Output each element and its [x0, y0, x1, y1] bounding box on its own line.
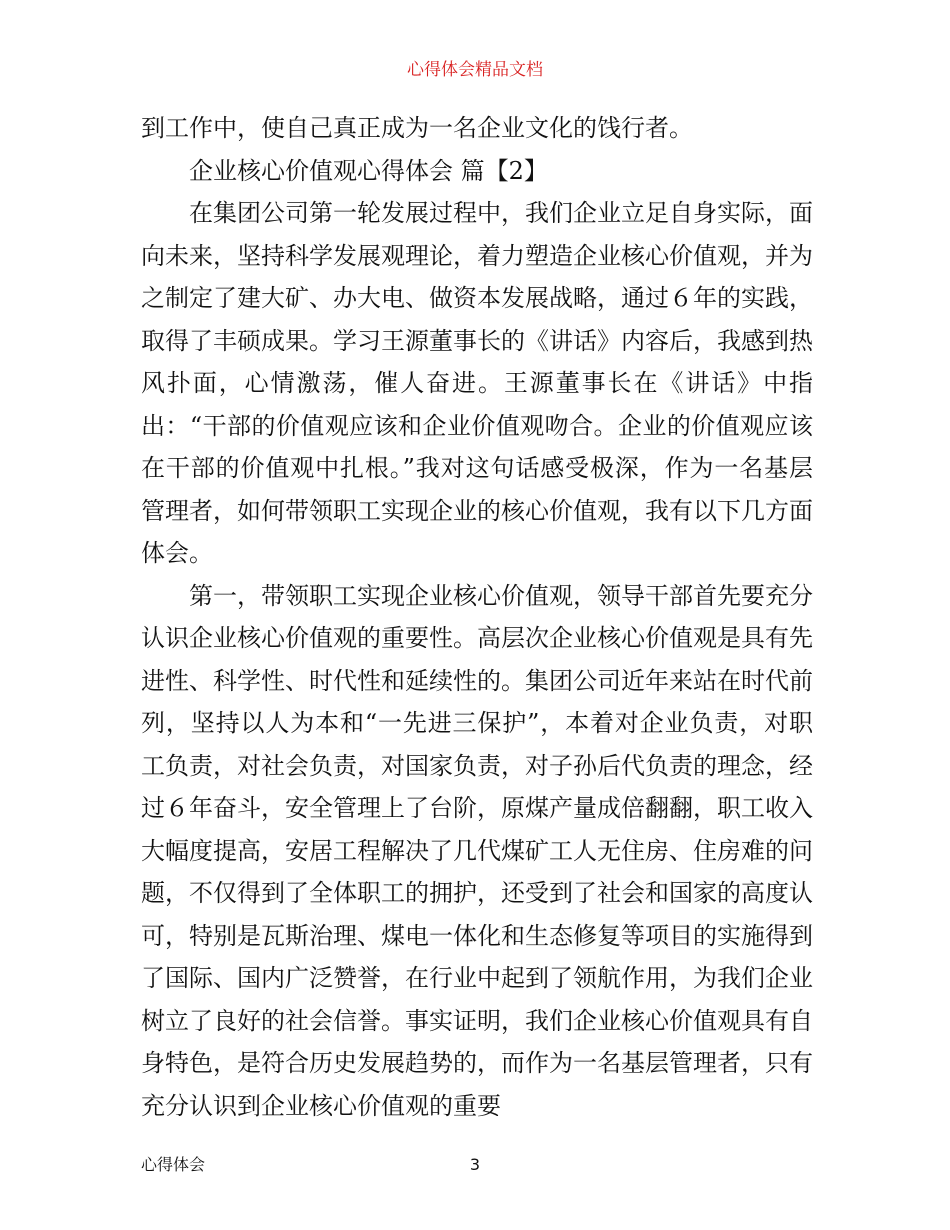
page-number: 3 [469, 1155, 481, 1174]
paragraph-intro: 在集团公司第一轮发展过程中，我们企业立足自身实际，面向未来，坚持科学发展观理论，着力塑造企业核心价值观，并为之制定了建大矿、办大电、做资本发展战略，通过６年的实践，取得了丰硕成果。学习王源董事长的《讲话》内容后，我感到热风扑面，心情激荡，催人奋进。王源董事长在《讲话》中指出：“干部的价值观应该和企业价值观吻合。企业的价值观应该在干部的价值观中扎根。”我对这句话感受极深，作为一名基层管理者，如何带领职工实现企业的核心价值观，我有以下几方面体会。 [141, 199, 813, 567]
footer-label: 心得体会 [141, 1155, 206, 1174]
paragraph-continuation: 到工作中，使自己真正成为一名企业文化的饯行者。 [141, 114, 693, 142]
paragraph-first-point: 第一，带领职工实现企业核心价值观，领导干部首先要充分认识企业核心价值观的重要性。高层次企业核心价值观是具有先进性、科学性、时代性和延续性的。集团公司近年来站在时代前列，坚持以人为本和“一先进三保护”，本着对企业负责，对职工负责，对社会负责，对国家负责，对子孙后代负责的理念，经过６年奋斗，安全管理上了台阶，原煤产量成倍翻翻，职工收入大幅度提高，安居工程解决了几代煤矿工人无住房、住房难的问题，不仅得到了全体职工的拥护，还受到了社会和国家的高度认可，特别是瓦斯治理、煤电一体化和生态修复等项目的实施得到了国际、国内广泛赞誉，在行业中起到了领航作用，为我们企业树立了良好的社会信誉。事实证明，我们企业核心价值观具有自身特色，是符合历史发展趋势的，而作为一名基层管理者，只有充分认识到企业核心价值观的重要 [141, 581, 813, 1120]
section-heading: 企业核心价值观心得体会 篇【2】 [189, 156, 548, 185]
document-body [141, 107, 813, 1127]
page-header: 心得体会精品文档 [407, 60, 543, 80]
